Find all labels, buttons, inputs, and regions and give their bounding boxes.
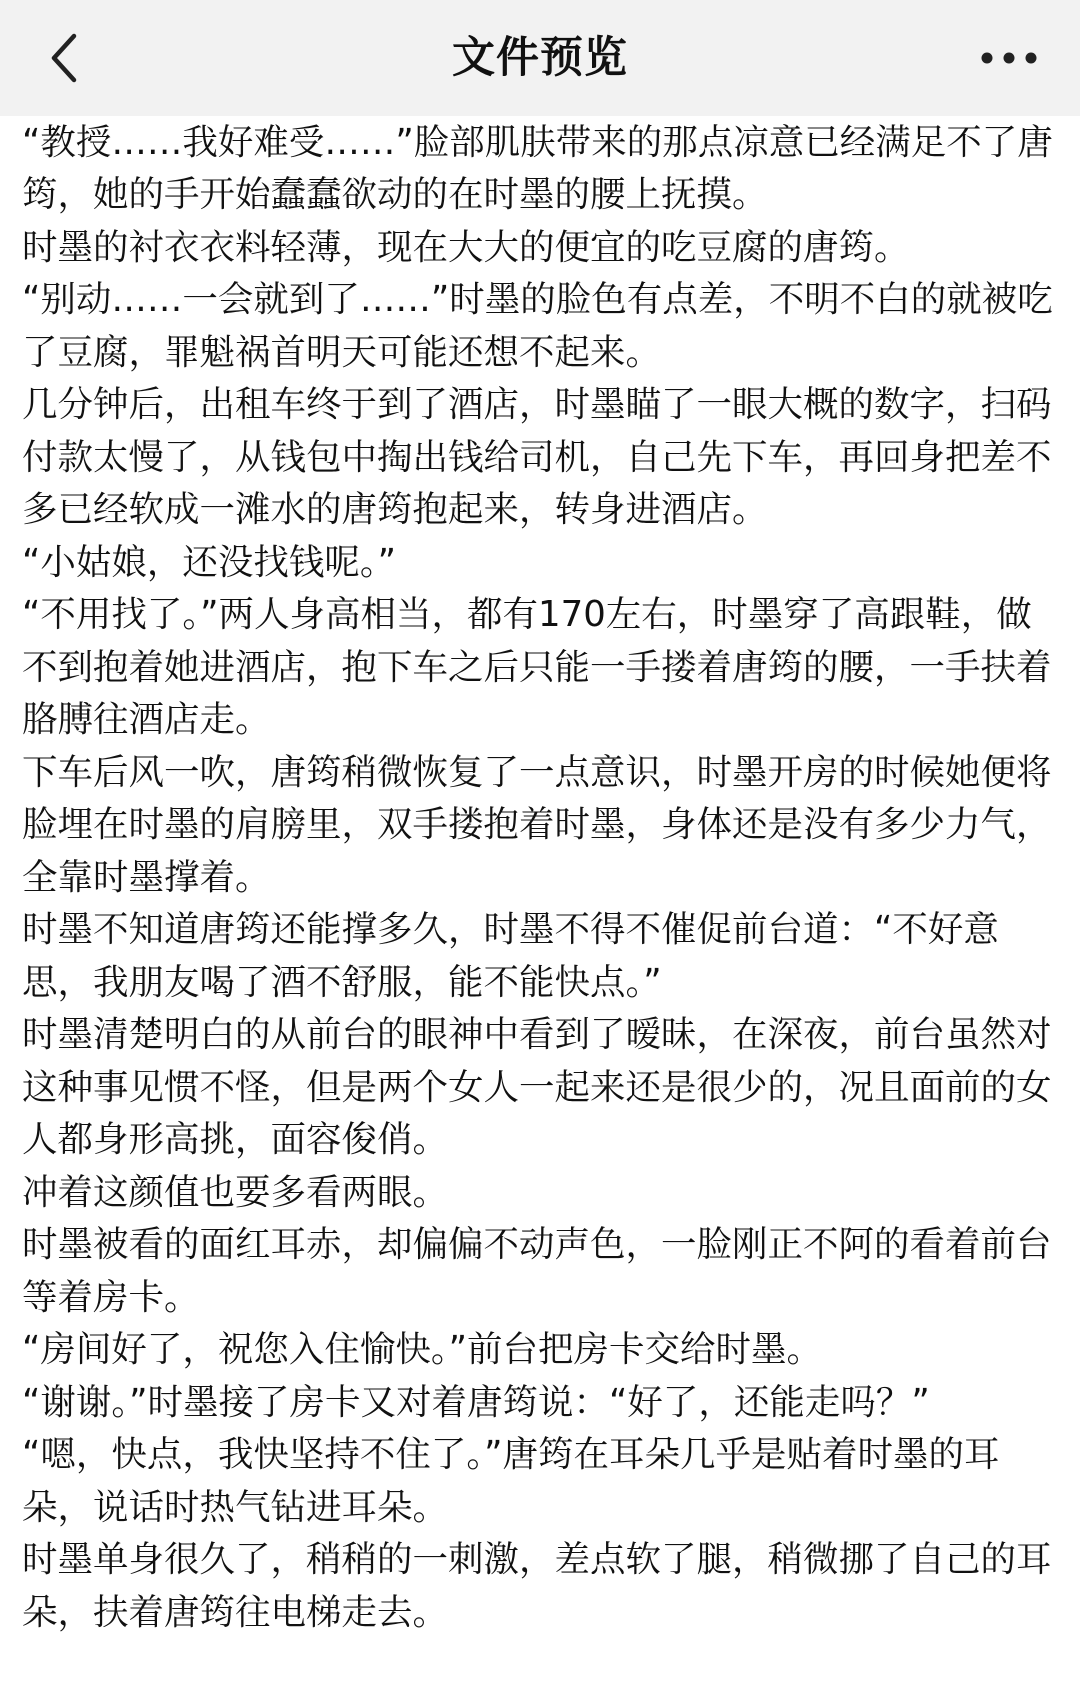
paragraph: “小姑娘，还没找钱呢。” [22,541,397,583]
paragraph: 时墨被看的面红耳赤，却偏偏不动声色，一脸刚正不阿的看着前台等着房卡。 [22,1224,1052,1318]
page-title: 文件预览 [452,33,628,83]
paragraph: 几分钟后，出租车终于到了酒店，时墨瞄了一眼大概的数字，扫码付款太慢了，从钱包中掏出钱给司机，自己先下车，再回身把差不多已经软成一滩水的唐筠抱起来，转身进酒店。 [22,384,1052,530]
paragraph: “教授……我好难受……”脸部肌肤带来的那点凉意已经满足不了唐筠，她的手开始蠢蠢欲动的在时墨的腰上抚摸。 [22,121,1053,215]
paragraph: “别动……一会就到了……”时墨的脸色有点差，不明不白的就被吃了豆腐，罪魁祸首明天可能还想不起来。 [22,279,1053,373]
paragraph: 冲着这颜值也要多看两眼。 [22,1171,449,1213]
paragraph: 时墨清楚明白的从前台的眼神中看到了暧昧，在深夜，前台虽然对这种事见惯不怪，但是两个女人一起来还是很少的，况且面前的女人都身形高挑，面容俊俏。 [22,1014,1052,1160]
paragraph: 时墨的衬衣衣料轻薄，现在大大的便宜的吃豆腐的唐筠。 [22,226,910,268]
paragraph: “嗯，快点，我快坚持不住了。”唐筠在耳朵几乎是贴着时墨的耳朵，说话时热气钻进耳朵。 [22,1434,1000,1528]
more-horizontal-icon [979,50,1039,66]
paragraph: “谢谢。”时墨接了房卡又对着唐筠说：“好了，还能走吗？” [22,1381,930,1423]
paragraph: “房间好了，祝您入住愉快。”前台把房卡交给时墨。 [22,1329,823,1370]
paragraph: 下车后风一吹，唐筠稍微恢复了一点意识，时墨开房的时候她便将脸埋在时墨的肩膀里，双手搂抱着时墨，身体还是没有多少力气，全靠时墨撑着。 [22,751,1052,898]
more-options-button[interactable] [966,22,1052,94]
top-navigation-bar [0,0,1080,116]
paragraph: 时墨不知道唐筠还能撑多久，时墨不得不催促前台道：“不好意思，我朋友喝了酒不舒服，能不能快点。” [22,909,999,1003]
paragraph: “不用找了。”两人身高相当，都有170左右，时墨穿了高跟鞋，做不到抱着她进酒店，抱下车之后只能一手搂着唐筠的腰，一手扶着胳膊往酒店走。 [22,594,1052,740]
paragraph: 时墨单身很久了，稍稍的一刺激，差点软了腿，稍微挪了自己的耳朵，扶着唐筠往电梯走去。 [22,1539,1052,1633]
document-content [22,64,1062,1639]
